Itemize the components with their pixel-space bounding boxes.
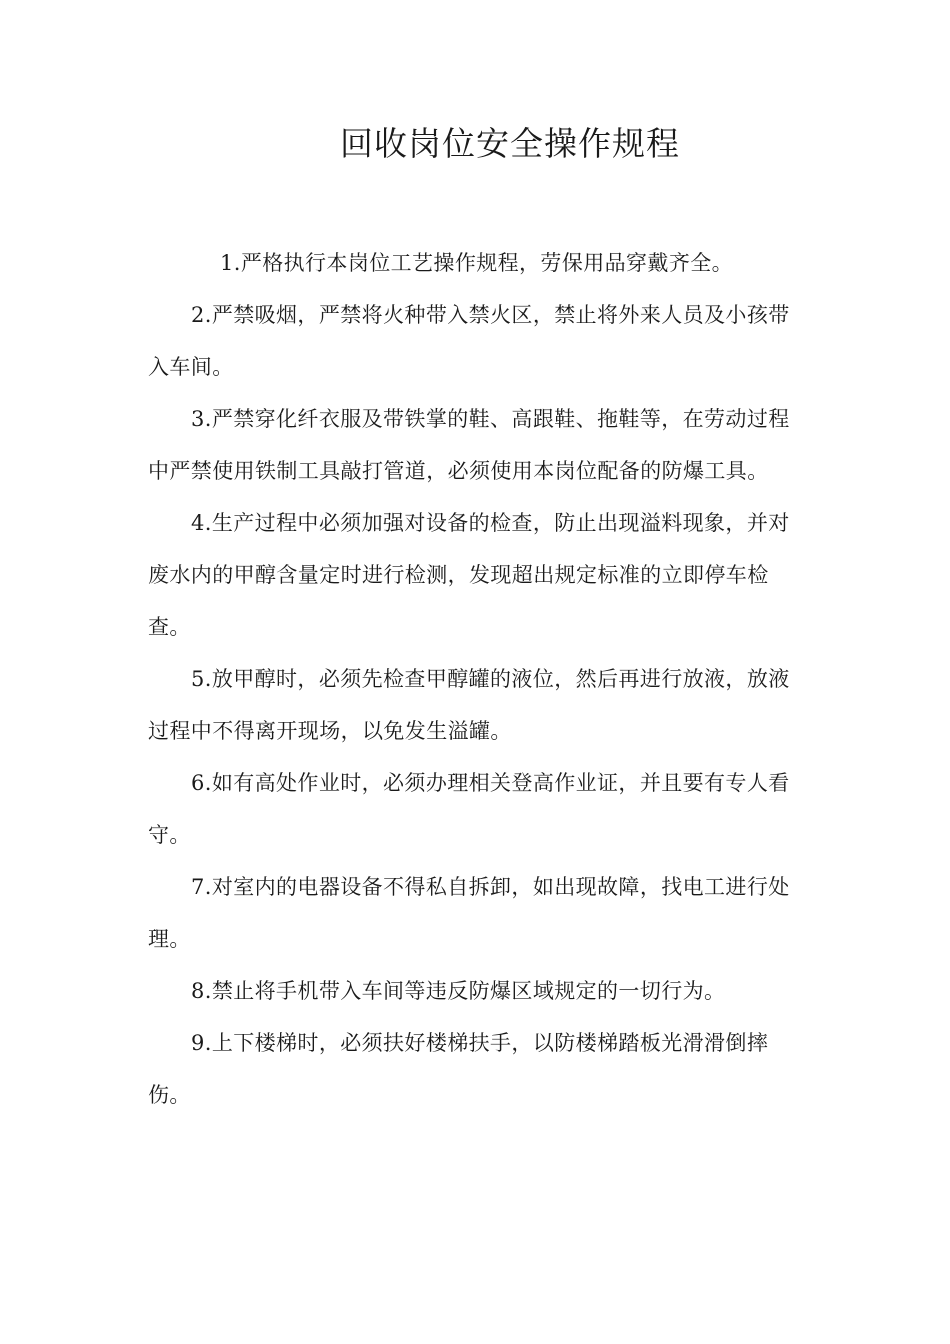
document-body [148,237,798,1121]
paragraph-5: 5.放甲醇时，必须先检查甲醇罐的液位，然后再进行放液，放液过程中不得离开现场，以免发生溢罐。 [148,667,790,743]
paragraph-8: 8.禁止将手机带入车间等违反防爆区域规定的一切行为。 [191,979,726,1003]
paragraph-1: 1.严格执行本岗位工艺操作规程，劳保用品穿戴齐全。 [220,251,734,275]
paragraph-3: 3.严禁穿化纤衣服及带铁掌的鞋、高跟鞋、拖鞋等，在劳动过程中严禁使用铁制工具敲打管道，必须使用本岗位配备的防爆工具。 [148,407,790,483]
paragraph-2: 2.严禁吸烟，严禁将火种带入禁火区，禁止将外来人员及小孩带入车间。 [148,303,790,379]
page-title: 回收岗位安全操作规程 [340,124,680,163]
paragraph-9: 9.上下楼梯时，必须扶好楼梯扶手，以防楼梯踏板光滑滑倒摔伤。 [148,1031,769,1107]
paragraph-4: 4.生产过程中必须加强对设备的检查，防止出现溢料现象，并对废水内的甲醇含量定时进行检测，发现超出规定标准的立即停车检查。 [148,511,790,639]
paragraph-7: 7.对室内的电器设备不得私自拆卸，如出现故障，找电工进行处理。 [148,875,790,951]
paragraph-6: 6.如有高处作业时，必须办理相关登高作业证，并且要有专人看守。 [148,771,790,847]
